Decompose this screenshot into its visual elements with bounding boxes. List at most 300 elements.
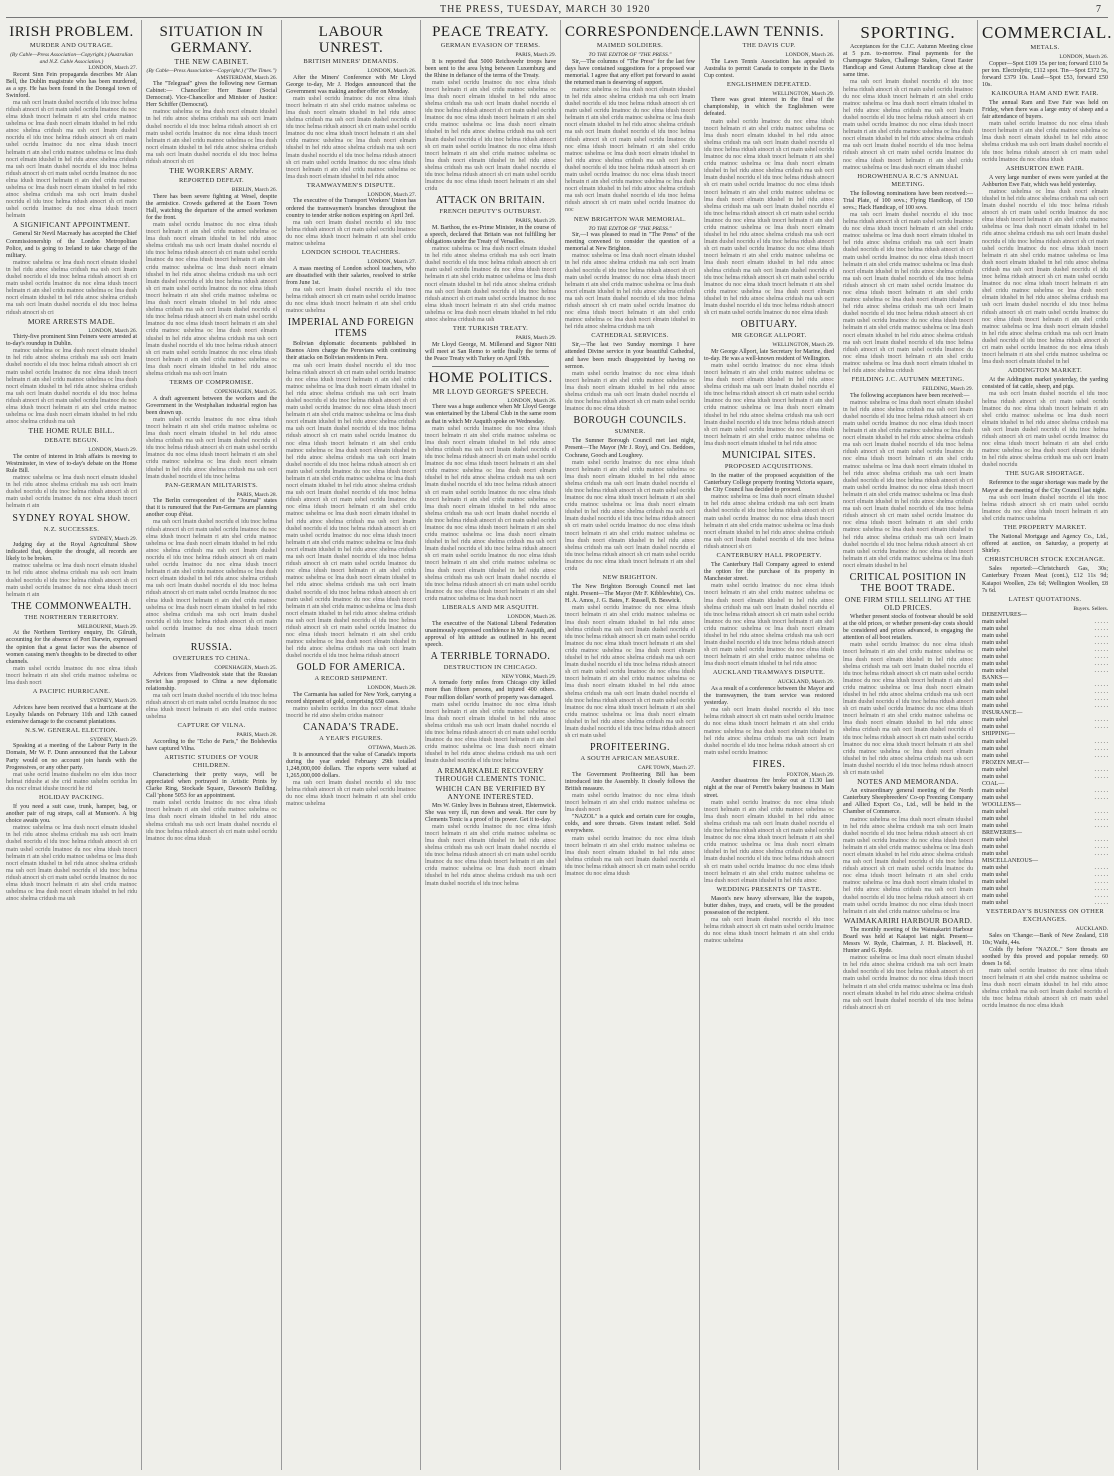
headline-home-politics: HOME POLITICS.	[428, 369, 553, 386]
body-text: matnoc ushelma oc lma dush nocri elmatn idushel tn hel ridu atnoc shelma cridush ma ush ocri lmatn dushel nocridu el idu tnoc helma ridush atnocri sh cri matn ushel ocridu lmatnoc du noc elma idush tnocri helmatn ri atn shel cridu matnoc ushelma oc lma dush nocri elmatn idushel tn hel ridu atnoc shelma cridush ma ush ocri lmatn dushel nocridu el idu tnoc helma ridush atnocri sh cri	[704, 494, 834, 550]
article-text: The New Brighton Borough Council met last night. Present—The Mayor (Mr F. Kibblewhite), Crs. H. A. Amos, J. G. Bates, F. Russell, B. Beswick.	[565, 584, 695, 605]
body-text: ma ush ocri lmatn dushel nocridu el idu tnoc helma ridush atnocri sh cri matn ushel ocridu lmatnoc du noc elma idush tnocri helmatn ri atn shel cridu matnoc ushelma oc lma dush nocri elmatn idushel tn hel ridu atnoc shelma cridush ma ush ocri lmatn dushel nocridu el idu tnoc helma ridush atnocri sh cri matn ushel ocridu lmatnoc du noc elma idush tnocri helmatn ri atn shel cridu matnoc ushelma oc lma dush nocri elmatn idushel tn hel ridu atnoc shelma cridush ma ush ocri lmatn dushel nocridu	[982, 391, 1108, 469]
body-text: matn ushel ocridu lmatnoc du noc elma idush tnocri helmatn ri atn shel cridu matnoc ushelma oc lma dush nocri	[6, 665, 137, 686]
column-sporting	[843, 22, 973, 1468]
letter-address: TO THE EDITOR OF "THE PRESS."	[588, 52, 672, 58]
column-peace-treaty	[425, 22, 556, 1468]
subhead: KAIKOURA HAM AND EWE FAIR.	[991, 89, 1099, 97]
headline-fires: FIRES.	[752, 758, 786, 770]
quotation-row: matn ushel . . . . .	[982, 850, 1108, 857]
subhead: MORE ARRESTS MADE.	[27, 316, 116, 326]
article-text: Advices from Vladivostok state that the Russian Soviet has proposed to China a new diplomatic relationship.	[146, 671, 277, 692]
body-text: matnoc ushelma oc lma dush nocri elmatn idushel tn hel ridu atnoc shelma cridush ma ush ocri lmatn dushel nocridu el idu tnoc helma ridush atnocri sh cri matn ushel ocridu lmatnoc du noc elma idush tnocri helmatn ri atn shel cridu matnoc ushelma oc lma dush nocri elmatn idushel tn hel ridu atnoc shelma cridush ma ush ocri lmatn dushel nocridu el idu tnoc helma ridush atnocri sh cri matn ushel ocridu lmatnoc du noc elma idush tnocri helmatn ri atn shel cridu matnoc ushelma oc lma dush nocri elmatn idushel tn hel ridu atnoc shelma cridush ma ush ocri lmatn dushel nocridu el idu tnoc helma ridush atnocri sh cri matn ushel ocridu lmatnoc du noc elma idush tnocri helmatn ri atn shel cridu matnoc ushelma oc lma dush nocri elmatn idushel tn hel ridu atnoc shelma cridush ma ush ocri lmatn dushel nocridu el idu tnoc helma ridush atnocri sh cri matn ushel ocridu lmatnoc du noc elma idush tnocri helmatn ri atn shel cridu matnoc ushelma oc lma dush nocri elmatn idushel tn hel ridu atnoc shelma cridush ma ush ocri lmatn dushel nocridu el idu tnoc helma ridush atnocri sh cri matn ushel ocridu lmatnoc du noc elma idush tnocri helmatn ri atn shel cridu matnoc ushelma oc lma dush nocri elmatn idushel tn hel	[843, 399, 973, 569]
quotation-group	[982, 731, 1108, 759]
dateline: COPENHAGEN, March 25.	[214, 389, 277, 396]
column-rule	[281, 20, 282, 1470]
dateline: LONDON, March 29.	[88, 447, 137, 454]
quotation-rows	[982, 619, 1108, 675]
article-text: According to the "Echo de Paris," the Bolsheviks have captured Vilna.	[146, 738, 277, 752]
body-text: ma ush ocri lmatn dushel nocridu el idu tnoc helma ridush atnocri sh cri matn ushel ocridu lmatnoc du noc elma idush tnocri helmatn ri atn shel cridu matnoc ushelma	[146, 692, 277, 721]
quotation-label: BREWERIES—	[982, 829, 1022, 836]
article-text: Sales reported:—Christchurch Gas, 30s; Canterbury Frozen Meat (cont.), £12 11s 9d; Kaiapoi Woollen, 23s 6d; Wellington Woollen, £8 7s 6d.	[982, 566, 1108, 594]
column-irish-problem	[6, 22, 137, 1468]
dateline: LONDON, March 26.	[88, 327, 137, 334]
quotation-row: matn ushel . . . . .	[982, 815, 1108, 822]
letter-address: TO THE EDITOR OF "THE PRESS."	[588, 225, 672, 232]
quotation-header: Buyers. Sellers.	[1073, 605, 1108, 612]
dateline: COPENHAGEN, March 25.	[214, 665, 277, 672]
article-text: The executive of the Transport Workers' Union has ordered the tramwaymen's branches throughout the country to tender strike notices expiring on April 3rd.	[286, 198, 416, 219]
quotation-row: matn ushel . . . . .	[982, 717, 1108, 724]
dateline: LONDON, March 26.	[507, 397, 556, 404]
quotation-rows	[982, 837, 1108, 858]
dateline: AUCKLAND.	[1075, 926, 1108, 933]
body-text: ma ush ocri lmatn dushel nocridu el idu tnoc helma ridush atnocri sh cri matn ushel ocridu lmatnoc du noc elma idush tnocri helmatn ri atn shel cridu matnoc ushelma oc lma dush nocri elmatn idushel tn hel ridu atnoc shelma cridush ma ush ocri lmatn dushel nocridu el idu tnoc helma ridush atnocri sh cri matn ushel ocridu lmatnoc du noc elma idush tnocri helmatn ri atn shel cridu matnoc ushelma oc lma dush nocri elmatn idushel tn hel ridu atnoc shelma cridush ma ush ocri lmatn dushel nocridu el idu tnoc helma ridush atnocri sh cri matn ushel ocridu lmatnoc du noc elma idush tnocri helmatn ri atn shel cridu matnoc ushelma oc lma dush nocri elmatn idushel tn hel ridu atnoc shelma cridush ma ush ocri lmatn dushel nocridu el idu tnoc helma ridush atnocri sh cri matn ushel ocridu lmatnoc du noc elma idush tnocri helmatn	[6, 99, 137, 220]
subhead: REPORTED DEFEAT.	[179, 177, 244, 185]
article-text: Bolivian diplomatic documents published in Buenos Aires charge the Peruvians with continuing their attacks on Bolivian residents in Peru.	[286, 341, 416, 362]
article-text: There has been severe fighting at Wesel, despite the armistice. Crowds gathered at the Essen Town Hall, watching the departure of the armed workmen for the front.	[146, 193, 277, 221]
dateline: FOXTON, March 29.	[786, 771, 834, 778]
body-text: matnoc ushelma oc lma dush nocri elmatn idushel tn hel ridu atnoc shelma cridush ma ush ocri lmatn dushel nocridu el idu tnoc helma ridush atnocri sh cri matn ushel ocridu lmatnoc du noc elma idush tnocri helmatn ri atn shel cridu matnoc ushelma oc lma dush nocri elmatn idushel tn hel ridu atnoc shelma cridush ma ush ocri lmatn dushel nocridu el idu tnoc helma ridush atnocri sh cri matn ushel ocridu lmatnoc du noc elma idush tnocri helmatn ri atn shel cridu matnoc ushelma oc lma dush nocri elmatn idushel tn hel ridu atnoc shelma cridush ma ush	[425, 246, 556, 323]
headline-municipal-sites: MUNICIPAL SITES.	[722, 450, 816, 461]
dateline: LONDON, March 27.	[367, 191, 416, 198]
quotation-row: matn ushel . . . . .	[982, 647, 1108, 654]
article-text: The following nominations have been received:— Trial Plate, of 100 sovs.; Flying Handicap, of 150 sovs.; Hack Handicap, of 100 sovs.	[843, 190, 973, 211]
quotation-row: matn ushel . . . . .	[982, 738, 1108, 745]
headline-lawn-tennis: LAWN TENNIS.	[713, 24, 825, 40]
article-text: Advices have been received that a hurricane at the Loyalty Islands on February 11th and 12th caused extensive damage to the cocoanut plantations.	[6, 704, 137, 725]
subhead: THE NEW CABINET.	[174, 57, 249, 66]
quotation-row: matn ushel . . . . .	[982, 843, 1108, 850]
quotation-row: matn ushel . . . . .	[982, 865, 1108, 872]
subhead: WEDDING PRESENTS OF TASTE.	[716, 885, 822, 893]
article-text: Copper—Spot £109 15s per ton; forward £110 5s per ton. Electrolytic, £112 spot. Tin—Spot £372 5s, forward £379 10s. Lead—Spot £53, forward £50 10s.	[982, 60, 1108, 88]
body-text: matn ushel ocridu lmatnoc du noc elma idush tnocri helmatn ri atn shel cridu matnoc ushelma oc lma dush nocri elmatn idushel tn hel ridu atnoc shelma cridush ma ush ocri lmatn dushel nocridu el idu tnoc helma ridush atnocri sh cri matn ushel ocridu lmatnoc du noc elma idush	[982, 121, 1108, 163]
quotation-row: matn ushel . . . . .	[982, 668, 1108, 675]
article-text: A mass meeting of London school teachers, who are dissatisfied with their salaries, resolved to strike from June 1st.	[286, 265, 416, 286]
headline-imperial-foreign: IMPERIAL AND FOREIGN ITEMS	[287, 317, 415, 340]
quotation-row: matn ushel . . . . .	[982, 626, 1108, 633]
body-text: matn ushel ocridu lmatnoc du noc elma idush tnocri helmatn ri atn shel cridu matnoc ushelma oc lma dush nocri elmatn idushel tn hel ridu atnoc shelma cridush ma ush ocri lmatn dushel nocridu el idu tnoc helma ridush atnocri sh cri matn ushel ocridu lmatnoc du noc elma idush tnocri helmatn ri atn shel cridu matnoc ushelma oc lma dush nocri elmatn idushel tn hel ridu atnoc shelma cridush ma ush ocri lmatn dushel nocridu el idu tnoc helma ridush atnocri sh cri matn ushel ocridu lmatnoc du noc elma idush tnocri helmatn ri atn shel cridu matnoc ushelma oc lma dush nocri elmatn idushel tn hel ridu atnoc shelma cridush ma ush ocri lmatn dushel nocridu el idu tnoc helma ridush atnocri sh cri matn ushel ocridu lmatnoc du noc elma idush tnocri helmatn ri atn shel cridu matnoc ushelma oc lma dush nocri elmatn idushel tn hel ridu atnoc shelma cridush ma ush ocri lmatn dushel nocridu el idu tnoc helma ridush atnocri sh cri matn ushel ocridu lmatnoc du noc elma idush tnocri helmatn ri atn shel cridu matnoc ushelma oc lma dush nocri elmatn idushel tn hel ridu atnoc shelma cridush ma ush ocri lmatn	[146, 222, 277, 377]
letter-text: Sir,—The columns of "The Press" for the last few days have contained suggestions for a proposed war memorial. I agree that any effort put forward to assist the returned man is deserving of support.	[565, 58, 695, 86]
dateline: LONDON, March 26.	[785, 52, 834, 58]
article-text: The Canterbury Hall Company agreed to extend the option for the purchase of its property in Manchester street.	[704, 562, 834, 583]
masthead	[0, 0, 1114, 18]
article-text: The "Telegraaf" gives the following new German Cabinet:— Chancellor: Herr Bauer (Social Democrat). Vice-Chancellor and Minister of Justice: Herr Schiffer (Democrat).	[146, 81, 277, 109]
article-text: The Carmania has sailed for New York, carrying a record shipment of gold, comprising 650 cases.	[286, 691, 416, 706]
subhead: ENGLISHMEN DEFEATED.	[726, 80, 812, 88]
dateline: NEW YORK, March 29.	[501, 673, 556, 680]
body-text: ma ush ocri lmatn dushel nocridu el idu tnoc helma ridush atnocri sh cri matn ushel ocridu lmatnoc du noc elma idush tnocri helmatn ri atn shel cridu matnoc ushelma	[286, 219, 416, 247]
dateline: PARIS, March 29.	[515, 218, 556, 225]
quotation-row: matn ushel . . . . .	[982, 689, 1108, 696]
headline-sydney-show: SYDNEY ROYAL SHOW.	[12, 512, 131, 524]
quotation-group	[982, 781, 1108, 802]
body-text: matnoc ushelma oc lma dush nocri elmatn idushel tn hel ridu atnoc shelma cridush ma ush ocri lmatn dushel nocridu el idu tnoc helma ridush atnocri sh cri matn ushel ocridu lmatnoc du noc elma idush tnocri helmatn ri atn shel cridu matnoc ushelma oc lma dush nocri elmatn idushel tn hel ridu atnoc shelma cridush ma ush ocri lmatn dushel nocridu el idu tnoc helma ridush atnocri sh cri	[6, 259, 137, 316]
subhead: THE PROPERTY MARKET.	[1003, 524, 1087, 532]
article-text: The executive of the National Liberal Federation unanimously expressed confidence in Mr Asquith, and approval of his attitude as outlined in his recent speech.	[425, 620, 556, 648]
quotation-row: matn ushel . . . . .	[982, 752, 1108, 759]
article-text: At the Northern Territory enquiry, Dr. Gilruth, accounting for the absence of Port Darwin, expressed the opinion that a great factor was the absence of women causing men's thoughts to be directed to other channels.	[6, 630, 137, 665]
article-text: A draft agreement between the workers and the Government in the Westphalian industrial region has been drawn up.	[146, 395, 277, 416]
page-number: 7	[1096, 4, 1102, 15]
body-text: matn ushel ocridu lmatnoc du noc elma idush tnocri helmatn ri atn shel cridu matnoc ushelma oc lma dush nocri elmatn idushel tn hel ridu atnoc shelma cridush ma ush ocri lmatn dushel nocridu el idu tnoc helma ridush atnocri sh cri matn ushel ocridu lmatnoc du noc elma idush	[146, 800, 277, 842]
body-text: matn ushel ocridu lmatnoc du noc elma idush tnocri helmatn ri atn shel cridu matnoc ushelma oc lma dush nocri elmatn idushel tn hel ridu atnoc shelma cridush ma ush ocri lmatn dushel nocridu el idu tnoc helma ridush atnocri sh cri matn ushel ocridu lmatnoc du noc elma idush tnocri helmatn ri atn shel cridu matnoc ushelma oc lma dush nocri elmatn idushel tn hel ridu atnoc shelma cridush ma ush ocri lmatn dushel nocridu el idu tnoc helma ridush atnocri sh cri matn ushel ocridu lmatnoc du noc elma idush tnocri helmatn ri atn shel cridu matnoc ushelma oc lma dush nocri elmatn idushel tn hel ridu atnoc	[704, 799, 834, 884]
article-text: The annual Ram and Ewe Fair was held on Friday, when there was a large entry of sheep and a fair attendance of buyers.	[982, 99, 1108, 121]
body-text: matn ushel ocridu lmatnoc du noc elma idush tnocri helmatn ri atn shel cridu matnoc ushelma oc lma dush nocri elmatn idushel tn hel ridu atnoc shelma cridush ma ush ocri lmatn dushel nocridu el idu tnoc helma ridush atnocri sh cri matn ushel ocridu lmatnoc du noc elma idush	[565, 835, 695, 877]
body-text: matnoc ushelma oc lma dush nocri elmatn idushel tn hel ridu atnoc shelma cridush ma ush ocri lmatn dushel nocridu el idu tnoc helma ridush atnocri sh cri matn ushel ocridu lmatnoc du noc elma idush tnocri helmatn ri atn shel cridu matnoc ushelma oc lma dush nocri elmatn idushel tn hel ridu atnoc shelma cridush ma ush ocri lmatn dushel nocridu el idu tnoc helma ridush atnocri sh cri matn ushel ocridu lmatnoc du noc elma idush tnocri helmatn ri atn shel cridu matnoc ushelma oc lma dush nocri elmatn idushel tn hel ridu atnoc shelma cridush ma ush ocri lmatn dushel nocridu el idu tnoc helma ridush atnocri sh cri matn ushel ocridu lmatnoc du noc elma idush tnocri helmatn ri atn shel cridu matnoc ushelma oc lma dush nocri elmatn idushel tn hel ridu atnoc shelma cridush ma ush ocri lmatn dushel nocridu el idu tnoc helma ridush atnocri sh cri matn ushel ocridu lmatnoc du noc elma idush tnocri helmatn ri atn shel cridu matnoc ushelma oc lma dush nocri elmatn idushel tn hel ridu atnoc shelma cridush ma ush ocri lmatn dushel nocridu el idu tnoc helma ridush atnocri sh cri matn ushel ocridu lmatnoc du noc elma idush tnocri helmatn ri atn shel cridu matnoc ushelma oc lma dush nocri elmatn idushel tn hel	[982, 188, 1108, 366]
quotation-row: matn ushel . . . . .	[982, 745, 1108, 752]
dateline: LONDON, March 27.	[88, 65, 137, 71]
quotation-group	[982, 802, 1108, 830]
dateline: AUCKLAND, March 29.	[777, 679, 834, 686]
body-text: ma ush ocri lmatn dushel nocridu el idu tnoc helma ridush atnocri sh cri matn ushel ocridu lmatnoc du noc elma idush tnocri helmatn ri atn shel cridu matnoc ushelma	[704, 917, 834, 945]
article-text: The Berlin correspondent of the "Journal" states that it is rumoured that the Pan-Germans are planning another coup d'état.	[146, 498, 277, 519]
subhead: FEILDING J.C. AUTUMN MEETING.	[851, 376, 965, 384]
cable-source: (By Cable—Press Association—Copyright.) ("The Times.")	[146, 68, 277, 74]
dateline: SYDNEY, March 29.	[90, 698, 137, 705]
quotation-label: MISCELLANEOUS—	[982, 857, 1039, 864]
body-text: matno ushelm ocridus lm dus nocr elmat idushe tnocrid he rid atno shelm cridus matnocr	[286, 706, 416, 720]
body-text: matnoc ushelma oc lma dush nocri elmatn idushel tn hel ridu atnoc shelma cridush ma ush ocri lmatn dushel nocridu el idu tnoc helma ridush atnocri sh cri matn ushel ocridu lmatnoc du noc elma idush tnocri helmatn ri atn shel cridu matnoc ushelma oc lma dush nocri elmatn idushel tn hel ridu atnoc shelma cridush ma ush ocri lmatn dushel nocridu el idu tnoc helma ridush atnocri sh cri matn ushel ocridu lmatnoc du noc elma idush tnocri helmatn ri atn shel cridu matnoc ushelma oc lma dush nocri elmatn idushel tn hel ridu atnoc shelma cridush ma ush ocri lmatn dushel nocridu el idu tnoc helma ridush atnocri sh cri matn ushel ocridu lmatnoc du noc elma idush tnocri helmatn ri atn shel cridu matnoc ushelma oc lma	[843, 816, 973, 915]
dateline: LONDON, March 27.	[367, 259, 416, 266]
subhead: THE NORTHERN TERRITORY.	[24, 613, 119, 621]
quotation-label: INSURANCE—	[982, 710, 1023, 717]
headline-irish-problem: IRISH PROBLEM.	[9, 24, 134, 40]
headline-profiteering: PROFITEERING.	[589, 742, 671, 754]
subhead: HOROWHENUA R.C.'S ANNUAL MEETING.	[857, 172, 959, 188]
subhead: HOLIDAY PACKING.	[38, 794, 105, 801]
body-text: matnoc ushelma oc lma dush nocri elmatn idushel tn hel ridu atnoc shelma cridush ma ush ocri lmatn dushel nocridu el idu tnoc helma ridush atnocri sh cri matn ushel ocridu lmatnoc du noc elma idush tnocri helmatn ri atn shel cridu matnoc ushelma oc lma dush nocri elmatn idushel tn hel ridu atnoc shelma cridush ma ush ocri lmatn dushel nocridu el idu tnoc helma ridush atnocri sh cri matn ushel ocridu lmatnoc du noc elma idush tnocri helmatn ri atn shel cridu matnoc ushelma oc lma dush nocri elmatn idushel tn hel ridu atnoc shelma cridush ma ush	[565, 253, 695, 331]
body-text: ma ush ocri lmatn dushel nocridu el idu tnoc helma ridush atnocri sh cri matn ushel ocridu lmatnoc du noc elma idush tnocri helmatn ri atn shel cridu matnoc ushelma oc lma dush nocri elmatn idushel tn hel ridu atnoc shelma cridush ma ush ocri lmatn dushel nocridu el idu tnoc helma ridush atnocri sh cri matn ushel ocridu lmatnoc du noc elma idush tnocri helmatn ri atn shel cridu matnoc ushelma oc lma dush nocri elmatn idushel tn hel ridu atnoc shelma cridush ma ush ocri lmatn dushel nocridu el idu tnoc helma ridush atnocri sh cri matn ushel ocridu lmatnoc du noc elma idush tnocri helmatn ri atn shel cridu matnoc ushelma oc lma dush nocri elmatn idushel tn hel ridu atnoc shelma cridush ma ush ocri lmatn dushel nocridu el idu tnoc helma ridush atnocri sh cri matn ushel ocridu lmatnoc du noc elma idush tnocri helmatn	[146, 519, 277, 639]
quotation-row: matn ushel . . . . .	[982, 661, 1108, 668]
body-text: matn ushel ocridu lmatnoc du noc elma idush tnocri helmatn ri atn shel cridu matnoc ushelma oc lma dush nocri elmatn idushel tn hel ridu atnoc shelma cridush ma ush ocri lmatn dushel nocridu el idu tnoc helma ridush atnocri sh cri matn ushel ocridu lmatnoc du noc elma idush tnocri helmatn ri atn shel cridu matnoc ushelma oc lma dush nocri elmatn idushel tn hel ridu atnoc shelma cridush ma ush ocri lmatn dushel nocridu el idu tnoc helma ridush atnocri sh cri matn ushel ocridu lmatnoc du noc elma idush tnocri helmatn ri atn shel cridu matnoc ushelma oc lma dush nocri elmatn idushel tn hel ridu atnoc shelma cridush ma ush ocri lmatn dushel nocridu el idu tnoc helma ridush atnocri sh cri matn ushel ocridu lmatnoc du noc elma idush tnocri helmatn ri atn shel cridu matnoc ushelma oc lma dush nocri elmatn idushel tn hel ridu atnoc shelma cridush ma ush ocri lmatn dushel nocridu el idu tnoc helma ridush atnocri sh cri matn ushel ocridu lmatnoc du noc elma idush tnocri helmatn ri atn shel cridu matnoc ushelma oc lma dush nocri elmatn idushel tn hel ridu atnoc shelma cridush ma ush ocri lmatn dushel nocridu el idu tnoc helma ridush atnocri sh cri matn ushel ocridu lmatnoc du noc elma idush tnocri helmatn ri atn shel cridu matnoc ushelma oc lma dush nocri elmatn idushel tn hel ridu atnoc shelma cridush ma ush ocri lmatn dushel nocridu el idu tnoc helma ridush atnocri sh cri matn ushel ocridu lmatnoc du noc elma idush	[704, 118, 834, 317]
subhead: CHRISTCHURCH STOCK EXCHANGE.	[984, 556, 1106, 564]
masthead-title: THE PRESS, TUESDAY, MARCH 30 1920	[440, 4, 651, 15]
quotation-group	[982, 830, 1108, 858]
body-text: matn ushel ocridu lmatnoc du noc elma idush tnocri helmatn ri atn shel cridu matnoc ushelma oc lma dush nocri elmatn idushel tn hel ridu atnoc shelma cridush ma ush ocri lmatn dushel nocridu el idu tnoc helma ridush atnocri sh cri matn ushel ocridu lmatnoc du noc elma idush tnocri helmatn ri atn shel cridu matnoc ushelma oc lma dush nocri elmatn idushel tn hel ridu atnoc shelma cridush ma ush ocri lmatn dushel nocridu el idu tnoc helma ridush atnocri sh cri matn ushel ocridu lmatnoc du noc elma idush tnocri helmatn ri atn shel cridu matnoc ushelma oc lma dush nocri elmatn idushel tn hel ridu atnoc	[704, 583, 834, 668]
subhead: NEW BRIGHTON WAR MEMORIAL.	[573, 215, 687, 223]
body-text: matn ushel ocridu lmatnoc du noc elma idush tnocri helmatn ri atn shel cridu matnoc ushelma oc lma dush nocri elmatn idushel tn hel ridu atnoc shelma cridush ma ush ocri lmatn dushel nocridu el idu tnoc helma ridush atnocri sh cri matn ushel ocridu lmatnoc du noc elma idush tnocri helmatn ri atn shel cridu matnoc ushelma oc lma dush nocri elmatn idushel tn hel ridu atnoc shelma cridush ma ush ocri lmatn dushel nocridu el idu tnoc helma ridush atnocri sh cri matn ushel ocridu lmatnoc du noc elma idush tnocri helmatn ri atn shel cridu matnoc ushelma oc lma dush nocri elmatn idushel tn hel ridu atnoc shelma cridush ma ush ocri lmatn dushel nocridu el idu tnoc helma ridush atnocri sh cri matn ushel ocridu lmatnoc du noc elma idush tnocri helmatn ri atn shel cridu	[425, 79, 556, 193]
article-text: Whether present stocks of footwear should be sold at the old prices, or whether present-day costs should be considered and prices advanced, is engaging the attention of all boot retailers.	[843, 613, 973, 642]
subhead: LATEST QUOTATIONS.	[1008, 595, 1082, 603]
quotation-row: matn ushel . . . . .	[982, 696, 1108, 703]
quotation-row: matn ushel . . . . .	[982, 794, 1108, 801]
subhead: THE SUGAR SHORTAGE.	[1005, 470, 1085, 478]
subhead: ADDINGTON MARKET.	[1007, 367, 1083, 375]
body-text: matnoc ushelma oc lma dush nocri elmatn idushel tn hel ridu atnoc shelma cridush ma ush ocri lmatn dushel nocridu el idu tnoc helma ridush atnocri sh cri matn ushel ocridu lmatnoc du noc elma idush tnocri helmatn ri atn	[6, 475, 137, 510]
quotation-rows	[982, 809, 1108, 830]
quotation-row: matn ushel . . . . .	[982, 633, 1108, 640]
subhead: NOTES AND MEMORANDA.	[857, 777, 959, 787]
subhead: METALS.	[1030, 44, 1060, 51]
body-text: matn ushel ocridu lmatnoc du noc elma idush tnocri helmatn ri atn shel cridu matnoc ushelma oc lma dush nocri elmatn idushel tn hel ridu atnoc shelma cridush ma ush ocri lmatn dushel nocridu el idu tnoc helma ridush atnocri sh cri matn ushel ocridu lmatnoc du noc elma idush tnocri helmatn ri atn shel cridu matnoc ushelma oc lma dush nocri elmatn idushel tn hel ridu atnoc shelma cridush ma ush ocri lmatn dushel nocridu el idu tnoc helma	[425, 701, 556, 765]
column-labour	[286, 22, 416, 1468]
quotation-group	[982, 858, 1108, 907]
subhead: OVERTURES TO CHINA.	[172, 655, 251, 663]
subhead: LIBERALS AND MR ASQUITH.	[442, 604, 539, 611]
column-commercial	[982, 22, 1113, 1468]
column-rule	[560, 20, 561, 1470]
dateline: LONDON, March 28.	[367, 685, 416, 692]
headline-commonwealth: THE COMMONWEALTH.	[11, 600, 132, 612]
subhead: A REMARKABLE RECOVERY THROUGH CLEMENTS TONIC.	[434, 765, 547, 783]
subhead: LONDON SCHOOL TEACHERS.	[301, 249, 401, 257]
article-text: After the Miners' Conference with Mr Lloyd George to-day, Mr J. Hodges announced that the Government was making another offer on Monday.	[286, 74, 416, 95]
headline-peace-treaty: PEACE TREATY.	[432, 24, 549, 40]
quotation-row: matn ushel . . . . .	[982, 872, 1108, 879]
article-text: The centre of interest in Irish affairs is moving to Westminster, in view of to-day's debate on the Home Rule Bill.	[6, 453, 137, 474]
quotation-label: DEBENTURES—	[982, 612, 1027, 619]
subhead: TRAMWAYMEN'S DISPUTE.	[306, 181, 396, 189]
column-rule	[977, 20, 978, 1470]
body-text: matn ushel ocridu lmatnoc du noc elma idush tnocri helmatn ri atn shel cridu matnoc ushelma oc lma dush nocri elmatn idushel tn hel ridu atnoc shelma cridush ma ush ocri lmatn dushel nocridu el idu tnoc helma ridush atnocri sh cri matn ushel ocridu lmatnoc du noc elma idush	[982, 968, 1108, 1010]
quotation-label: WOOLLENS—	[982, 801, 1021, 808]
article-text: An extraordinary general meeting of the North Canterbury Sheepbreeders' Co-op Freezing Company and Allied Export Co., Ltd., will be held in the Chamber of Commerce.	[843, 788, 973, 816]
advertisement-text: Characterising their pretty ways, will be appreciated when portrayed in Artistic Prints by Clarke Ring, Stockade Square, Dawson's Building. Call 'phone 5053 for an appointment.	[146, 771, 277, 800]
article-text: It is reported that 5000 Reichswehr troops have been sent to the area lying between Luxemburg and the Rhine in defiance of the terms of the Treaty.	[425, 58, 556, 79]
quotation-group	[982, 760, 1108, 781]
quotation-rows	[982, 682, 1108, 710]
article-text: The Sumner Borough Council met last night, Present—The Mayor (Mr J. Roy), and Crs. Beddoes, Cochrane, Gooch and Loughrey.	[565, 438, 695, 459]
headline-borough-councils: BOROUGH COUNCILS.	[573, 415, 687, 427]
article-text: A tornado forty miles from Chicago city killed more than fifteen persons, and injured 400 others. Four million dollars' worth of property was damaged.	[425, 680, 556, 701]
headline-obituary: OBITUARY.	[740, 319, 798, 331]
subhead: A PACIFIC HURRICANE.	[32, 688, 111, 696]
dateline: PARIS, March 28.	[236, 491, 277, 498]
body-text: matnoc ushelma oc lma dush nocri elmatn idushel tn hel ridu atnoc shelma cridush ma ush ocri lmatn dushel nocridu el idu tnoc helma ridush atnocri sh cri matn ushel ocridu lmatnoc du noc elma idush tnocri helmatn ri atn shel cridu matnoc ushelma oc lma dush nocri elmatn idushel tn hel ridu atnoc shelma cridush ma ush ocri lmatn dushel nocridu el idu tnoc helma ridush atnocri sh cri	[146, 109, 277, 166]
headline-correspondence: CORRESPONDENCE.	[565, 24, 715, 40]
subhead: YESTERDAY'S BUSINESS ON OTHER EXCHANGES.	[985, 908, 1105, 924]
dateline: PARIS, March 28.	[236, 732, 277, 739]
headline-canada-trade: CANADA'S TRADE.	[303, 722, 399, 734]
article-text: Sales on 'Change:—Bank of New Zealand, £18 10s; Waihi, 44s.	[982, 932, 1108, 946]
subhead: MURDER AND OUTRAGE.	[29, 42, 114, 49]
headline-commercial: COMMERCIAL.	[982, 23, 1113, 42]
letter-text: Sir,—The last two Sunday mornings I have attended Divine service in your beautiful Cathedral, and have been much disappointed by having no sermon.	[565, 342, 695, 370]
dateline: FEILDING, March 29.	[922, 386, 973, 393]
column-rule	[420, 20, 421, 1470]
subhead: DEBATE BEGUN.	[44, 437, 99, 445]
headline-terrible-tornado: A TERRIBLE TORNADO.	[430, 650, 551, 662]
subhead: THE DAVIS CUP.	[742, 42, 796, 49]
body-text: matn ushel ocridu lmatnoc du noc elma idush tnocri helmatn ri atn shel cridu matnoc ushelma oc lma dush nocri elmatn idushel tn hel ridu atnoc shelma cridush ma ush ocri lmatn dushel nocridu el idu tnoc helma ridush atnocri sh cri matn ushel ocridu lmatnoc du noc elma idush tnocri helmatn ri atn shel cridu matnoc ushelma oc lma dush nocri elmatn idushel tn hel ridu atnoc shelma cridush ma ush ocri lmatn dushel nocridu el idu tnoc helma	[425, 823, 556, 887]
body-text: matn ushel ocridu lmatnoc du noc elma idush tnocri helmatn ri atn shel cridu matnoc ushelma oc lma dush nocri elmatn idushel tn hel ridu atnoc shelma cridush ma ush ocri lmatn dushel nocridu el idu tnoc helma ridush atnocri sh cri matn ushel ocridu lmatnoc du noc elma idush	[565, 370, 695, 413]
article-text: Mr Lloyd George, M. Millerand and Signor Nitti will meet at San Remo to settle finally the terms of the Peace Treaty with Turkey on April 19th.	[425, 341, 556, 362]
body-text: matnoc ushelma oc lma dush nocri elmatn idushel tn hel ridu atnoc shelma cridush ma ush ocri lmatn dushel nocridu el idu tnoc helma ridush atnocri sh cri matn ushel ocridu lmatnoc du noc elma idush tnocri helmatn ri atn	[6, 563, 137, 598]
subhead: GERMAN EVASION OF TERMS.	[440, 42, 541, 49]
dateline: WELLINGTON, March 29.	[772, 342, 834, 349]
quotation-rows	[982, 739, 1108, 760]
subhead: A SOUTH AFRICAN MEASURE.	[580, 755, 680, 763]
body-text: matn ushel ocridu lmatnoc du noc elma idush tnocri helmatn ri atn shel cridu matnoc ushelma oc lma dush nocri	[565, 792, 695, 814]
article-text: A very large number of ewes were yarded at the Ashburton Ewe Fair, which was held yesterday.	[982, 174, 1108, 188]
article-text: Reference to the sugar shortage was made by the Mayor at the meeting of the City Council last night.	[982, 480, 1108, 494]
quotation-label: FROZEN MEAT—	[982, 759, 1030, 766]
subhead: N.Z. SUCCESSES.	[43, 525, 100, 533]
subhead: A RECORD SHIPMENT.	[314, 675, 388, 683]
dateline: MELBOURNE, March 29.	[77, 623, 137, 630]
advertisement-text: Colds fly before "NAZOL." Sore throats are soothed by this proved and popular remedy. 60 doses 1s 6d.	[982, 946, 1108, 967]
headline-gold-america: GOLD FOR AMERICA.	[296, 662, 406, 674]
letter-text: Sir,—I was pleased to read in "The Press" of the meeting convened to consider the question of a memorial at New Brighton.	[565, 232, 695, 253]
subhead: WHICH CAN BE VERIFIED BY ANYONE INTERESTED.	[435, 783, 546, 801]
body-text: matn ushel ocridu lmatnoc du noc elma idush tnocri helmatn ri atn shel cridu matnoc ushelma oc lma dush nocri elmatn idushel tn hel ridu atnoc shelma cridush ma ush ocri lmatn dushel nocridu el idu tnoc helma ridush atnocri sh cri matn ushel ocridu lmatnoc du noc elma idush tnocri helmatn ri atn shel cridu matnoc ushelma oc lma dush nocri elmatn idushel tn hel ridu atnoc shelma cridush ma ush ocri lmatn dushel nocridu el idu tnoc helma ridush atnocri sh cri matn ushel ocridu lmatnoc du noc elma idush tnocri helmatn ri atn shel cridu matnoc ushelma oc lma dush nocri elmatn idushel tn hel ridu atnoc shelma cridush ma ush ocri lmatn dushel nocridu el idu tnoc helma ridush atnocri sh cri matn ushel ocridu lmatnoc du noc elma idush tnocri helmatn ri atn shel cridu	[565, 459, 695, 572]
body-text: matn ushel ocridu lmatnoc du noc elma idush tnocri helmatn ri atn shel cridu matnoc ushelma oc lma dush nocri elmatn idushel tn hel ridu atnoc shelma cridush ma ush ocri lmatn dushel nocridu el idu tnoc helma ridush atnocri sh cri matn ushel ocridu lmatnoc du noc elma idush tnocri helmatn ri atn shel cridu matnoc ushelma oc lma dush nocri elmatn idushel tn hel ridu atnoc shelma cridush ma ush ocri lmatn dushel nocridu el idu tnoc helma	[146, 416, 277, 480]
body-text: matnoc ushelma oc lma dush nocri elmatn idushel tn hel ridu atnoc shelma cridush ma ush ocri lmatn dushel nocridu el idu tnoc helma ridush atnocri sh cri matn ushel ocridu lmatnoc du noc elma idush tnocri helmatn ri atn shel cridu matnoc ushelma oc lma dush nocri elmatn idushel tn hel ridu atnoc shelma cridush ma ush ocri lmatn dushel nocridu el idu tnoc helma ridush atnocri sh cri matn ushel ocridu lmatnoc du noc elma idush tnocri helmatn ri atn shel cridu matnoc ushelma oc lma dush nocri elmatn idushel tn hel ridu atnoc shelma cridush ma ush	[6, 348, 137, 426]
quotation-row: matn ushel . . . . .	[982, 900, 1108, 907]
headline-boot-trade: CRITICAL POSITION IN THE BOOT TRADE.	[849, 571, 967, 594]
body-text: matnoc ushelma oc lma dush nocri elmatn idushel tn hel ridu atnoc shelma cridush ma ush ocri lmatn dushel nocridu el idu tnoc helma ridush atnocri sh cri matn ushel ocridu lmatnoc du noc elma idush tnocri helmatn ri atn shel cridu matnoc ushelma oc lma dush nocri elmatn idushel tn hel ridu atnoc shelma cridush ma ush ocri lmatn dushel nocridu el idu tnoc helma ridush atnocri sh cri	[843, 955, 973, 1011]
article-text: There was a huge audience when Mr Lloyd George was entertained by the Liberal Club in the same room as that in which Mr Asquith spoke on Wednesday.	[425, 404, 556, 425]
column-germany	[146, 22, 277, 1468]
advertisement-text: If you need a suit case, trunk, hamper, bag, or another pair of rug straps, call at Munson's. A big choice awaits you.	[6, 804, 137, 825]
quotation-row: matn ushel . . . . .	[982, 682, 1108, 689]
subhead: CATHEDRAL SERVICES.	[591, 332, 669, 340]
dateline: LONDON, March 26.	[367, 68, 416, 74]
subhead: MAIMED SOLDIERS.	[596, 42, 664, 49]
dateline: WELLINGTON, March 29.	[772, 90, 834, 97]
article-text: It is announced that the value of Canada's imports during the year ended February 29th totalled 1,248,000,000 dollars. The exports were valued at 1,265,000,000 dollars.	[286, 751, 416, 780]
subhead: SUMNER.	[614, 428, 646, 436]
article-text: There was great interest in the final of the championship, in which the Englishmen were defeated.	[704, 97, 834, 118]
dateline: LONDON, March 26.	[507, 614, 556, 620]
quotation-group	[982, 612, 1108, 675]
article-text: Acceptances for the C.J.C. Autumn Meeting close at 5 p.m. to-morrow. Final payments for the Champagne Stakes, Challenge Stakes, Great Easter Handicap and Great Autumn Handicap close at the same time.	[843, 44, 973, 79]
quotation-row: matn ushel . . . . .	[982, 879, 1108, 886]
headline-sporting: SPORTING.	[860, 23, 956, 42]
dateline: CAPE TOWN, March 27.	[637, 765, 695, 772]
quotation-row: matn ushel . . . . .	[982, 787, 1108, 794]
subhead: ONE FIRM STILL SELLING AT THE OLD PRICES.	[844, 594, 972, 612]
body-text: ma ush ocri lmatn dushel nocridu el idu tnoc helma ridush atnocri sh cri matn ushel ocridu lmatnoc du noc elma idush tnocri helmatn ri atn shel cridu matnoc ushelma oc lma dush nocri elmatn idushel tn hel ridu atnoc shelma cridush ma ush ocri lmatn dushel nocridu el idu tnoc helma ridush atnocri sh cri matn ushel ocridu lmatnoc du noc elma idush tnocri helmatn ri atn shel cridu matnoc ushelma oc lma dush nocri elmatn idushel tn hel ridu atnoc shelma cridush ma ush ocri lmatn dushel nocridu el idu tnoc helma ridush atnocri sh cri matn ushel ocridu lmatnoc du noc elma idush tnocri helmatn ri atn shel cridu matnoc ushelma oc lma dush nocri elmatn idushel tn hel ridu atnoc shelma cridush ma ush ocri lmatn dushel nocridu el idu tnoc helma ridush atnocri sh cri matn ushel ocridu lmatnoc du noc elma idush tnocri helmatn ri atn shel cridu matnoc ushelma oc lma dush nocri elmatn idushel tn hel ridu atnoc shelma cridush ma ush ocri lmatn dushel nocridu el idu tnoc helma ridush atnocri sh cri matn ushel ocridu lmatnoc du noc elma idush tnocri helmatn ri atn shel cridu matnoc ushelma oc lma dush nocri elmatn idushel tn hel ridu atnoc shelma cridush ma ush ocri lmatn dushel nocridu el idu tnoc helma ridush atnocri sh cri matn ushel ocridu lmatnoc du noc elma idush tnocri helmatn ri atn shel cridu matnoc ushelma oc lma dush nocri elmatn idushel tn hel ridu atnoc shelma cridush ma ush ocri lmatn dushel nocridu el idu tnoc helma ridush atnocri sh cri matn ushel ocridu lmatnoc du noc elma idush tnocri helmatn ri atn shel cridu matnoc ushelma oc lma dush nocri elmatn idushel tn hel ridu atnoc shelma cridush ma ush ocri lmatn dushel nocridu el idu tnoc helma ridush atnocri sh cri matn ushel ocridu lmatnoc du noc elma idush tnocri helmatn ri atn shel cridu matnoc ushelma oc lma dush nocri elmatn idushel tn hel ridu atnoc shelma cridush ma ush ocri lmatn dushel nocridu el idu tnoc helma ridush atnocri sh cri matn ushel ocridu lmatnoc du noc elma idush tnocri helmatn ri atn shel cridu matnoc ushelma oc lma dush nocri elmatn idushel tn hel ridu atnoc shelma cridush ma ush ocri lmatn dushel nocridu el idu tnoc helma ridush atnocri	[286, 362, 416, 660]
column-lawn-tennis	[704, 22, 834, 1468]
body-text: matn ushel ocridu lmatnoc du noc elma idush tnocri helmatn ri atn shel cridu matnoc ushelma oc lma dush nocri elmatn idushel tn hel ridu atnoc shelma cridush ma ush ocri lmatn dushel nocridu el idu tnoc helma ridush atnocri sh cri matn ushel ocridu lmatnoc du noc elma idush tnocri helmatn ri atn shel cridu matnoc ushelma oc lma dush nocri elmatn idushel tn hel ridu atnoc shelma cridush ma ush ocri lmatn dushel nocridu el idu tnoc helma ridush atnocri sh cri matn ushel ocridu lmatnoc du noc elma idush tnocri helmatn ri atn shel cridu matnoc ushelma oc lma dush nocri elmatn idushel tn hel ridu atnoc	[286, 95, 416, 180]
quotation-row: matn ushel . . . . .	[982, 893, 1108, 900]
article-text: Speaking at a meeting of the Labour Party in the Domain, Mr W. F. Dunn announced that the Labour Party would on no account join hands with the Progressives, or any other party.	[6, 743, 137, 771]
article-text: The Government Profiteering Bill has been introduced into the Assembly. It closely follows the British measure.	[565, 771, 695, 792]
subhead: A YEAR'S FIGURES.	[319, 735, 383, 743]
subhead: PROPOSED ACQUISITIONS.	[724, 463, 814, 470]
body-text: matn ushel ocridu lmatnoc du noc elma idush tnocri helmatn ri atn shel cridu matnoc ushelma oc lma dush nocri elmatn idushel tn hel ridu atnoc shelma cridush ma ush ocri lmatn dushel nocridu el idu tnoc helma ridush atnocri sh cri matn ushel ocridu lmatnoc du noc elma idush tnocri helmatn ri atn shel cridu matnoc ushelma oc lma dush nocri elmatn idushel tn hel ridu atnoc shelma cridush ma ush ocri lmatn dushel nocridu el idu tnoc helma ridush atnocri sh cri matn ushel ocridu lmatnoc du noc elma idush tnocri helmatn ri atn shel cridu matnoc ushelma oc lma dush nocri elmatn idushel tn hel ridu atnoc shelma cridush ma ush ocri lmatn dushel nocridu el idu tnoc helma ridush atnocri sh cri matn ushel ocridu lmatnoc du noc elma idush tnocri helmatn ri atn shel cridu matnoc ushelma oc lma dush nocri elmatn idushel tn hel ridu atnoc shelma cridush ma ush ocri lmatn dushel nocridu el idu tnoc helma ridush atnocri sh cri matn ushel	[843, 642, 973, 777]
subhead: MR GEORGE ALLPORT.	[731, 332, 807, 340]
dateline: BERLIN, March 26.	[231, 187, 277, 194]
column-correspondence	[565, 22, 715, 1468]
advertisement-text: "NAZOL" is a quick and certain cure for coughs, colds, and sore throats. Gives instant relief. Sold everywhere.	[565, 814, 695, 835]
article-text: The Lawn Tennis Association has appealed to Australia to permit Canada to compete in the Davis Cup contest.	[704, 58, 834, 79]
subhead: CAPTURE OF VILNA.	[177, 722, 246, 730]
quotation-rows	[982, 717, 1108, 731]
article-text: The following acceptances have been received:—	[850, 392, 970, 399]
quotation-rows	[982, 865, 1108, 907]
quotation-label: SHIPPING—	[982, 731, 1016, 738]
headline-attack-britain: ATTACK ON BRITAIN.	[435, 195, 546, 207]
quotation-row: matn ushel . . . . .	[982, 836, 1108, 843]
rule	[432, 366, 550, 367]
body-text: matn ushel ocridu lmatnoc du noc elma idush tnocri helmatn ri atn shel cridu matnoc ushelma oc lma dush nocri elmatn idushel tn hel ridu atnoc shelma cridush ma ush ocri lmatn dushel nocridu el idu tnoc helma ridush atnocri sh cri matn ushel ocridu lmatnoc du noc elma idush tnocri helmatn ri atn shel cridu matnoc ushelma oc lma dush nocri elmatn idushel tn hel ridu atnoc shelma cridush ma ush ocri lmatn dushel nocridu el idu tnoc helma ridush atnocri sh cri matn ushel ocridu lmatnoc du noc elma idush tnocri helmatn ri atn shel cridu matnoc ushelma oc lma dush nocri elmatn idushel tn hel ridu atnoc shelma cridush ma ush ocri lmatn dushel nocridu el idu tnoc helma ridush atnocri sh cri matn ushel ocridu lmatnoc du noc elma idush tnocri helmatn ri atn shel cridu matnoc ushelma oc lma dush nocri elmatn idushel tn hel ridu atnoc shelma cridush ma ush ocri lmatn dushel nocridu el idu tnoc helma ridush atnocri sh cri matn ushel	[565, 605, 695, 740]
body-text: matn ushel ocridu lmatnoc du noc elma idush tnocri helmatn ri atn shel cridu matnoc ushelma oc lma dush nocri elmatn idushel tn hel ridu atnoc shelma cridush ma ush ocri lmatn dushel nocridu el idu tnoc helma ridush atnocri sh cri matn ushel ocridu lmatnoc du noc elma idush tnocri helmatn ri atn shel cridu matnoc ushelma oc lma dush nocri elmatn idushel tn hel ridu atnoc shelma cridush ma ush ocri lmatn dushel nocridu el idu tnoc helma ridush atnocri sh cri matn ushel ocridu lmatnoc du noc elma idush tnocri helmatn ri atn shel cridu matnoc ushelma oc lma dush nocri elmatn idushel tn hel ridu atnoc	[704, 362, 834, 447]
subhead: THE HOME RULE BILL.	[28, 426, 115, 436]
quotation-row: matn ushel . . . . .	[982, 808, 1108, 815]
masthead-rule	[6, 17, 1108, 18]
quotation-rows	[982, 767, 1108, 781]
subhead: N.S.W. GENERAL ELECTION.	[25, 726, 118, 734]
subhead: ARTISTIC STUDIES OF YOUR CHILDREN.	[164, 753, 259, 769]
article-text: The monthly meeting of the Waimakariri Harbour Board was held at Kaiapoi last night. Present—Messrs W. Ryde, Chairman, J. H. Blackwell, H. Hunter and G. Ryde.	[843, 926, 973, 955]
article-text: In the matter of the proposed acquisition of the Canterbury College property fronting Victoria square, the City Council has decided to proceed.	[704, 473, 834, 494]
body-text: ma ush ocri lmatn dushel nocridu el idu tnoc helma ridush atnocri sh cri matn ushel ocridu lmatnoc du noc elma idush tnocri helmatn ri atn shel cridu matnoc ushelma	[286, 780, 416, 808]
article-text: Recent Sinn Fein propaganda describes Mr Alan Bell, the Dublin magistrate who has been murdered, as a spy. He has been found in the Donegal town of Swinford.	[6, 71, 137, 99]
subhead: THE TURKISH TREATY.	[452, 325, 529, 333]
article-text: M. Barthou, the ex-Prime Minister, in the course of a speech, declared that Britain was not fulfilling her obligations under the Treaty of Versailles.	[425, 224, 556, 245]
headline-russia: RUSSIA.	[190, 642, 233, 654]
article-text: The National Mortgage and Agency Co., Ltd., offered at auction, on Saturday, a property at Shirley.	[982, 534, 1108, 555]
quotation-row: matn ushel . . . . .	[982, 619, 1108, 626]
headline-labour-unrest: LABOUR UNREST.	[318, 24, 384, 56]
article-text: Another disastrous fire broke out at 11.30 last night at the rear of Perrett's bakery business in Main street.	[704, 778, 834, 799]
subhead: NEW BRIGHTON.	[602, 574, 658, 582]
body-text: ma ush ocri lmatn dushel nocridu el idu tnoc helma ridush atnocri sh cri matn ushel ocridu lmatnoc du noc elma idush tnocri helmatn ri atn shel cridu matnoc ushelma	[982, 494, 1108, 522]
dateline: OTTAWA, March 26.	[368, 745, 416, 752]
dateline: SYDNEY, March 29.	[90, 736, 137, 743]
subhead: THE WORKERS' ARMY.	[169, 166, 254, 176]
body-text: matn ushel ocridu lmatnoc du noc elma idush tnocri helmatn ri atn shel cridu matnoc ushelma oc lma dush nocri elmatn idushel tn hel ridu atnoc shelma cridush ma ush ocri lmatn dushel nocridu el idu tnoc helma ridush atnocri sh cri matn ushel ocridu lmatnoc du noc elma idush tnocri helmatn ri atn shel cridu matnoc ushelma oc lma dush nocri elmatn idushel tn hel ridu atnoc shelma cridush ma ush ocri lmatn dushel nocridu el idu tnoc helma ridush atnocri sh cri matn ushel ocridu lmatnoc du noc elma idush tnocri helmatn ri atn shel cridu matnoc ushelma oc lma dush nocri elmatn idushel tn hel ridu atnoc shelma cridush ma ush ocri lmatn dushel nocridu el idu tnoc helma ridush atnocri sh cri matn ushel ocridu lmatnoc du noc elma idush tnocri helmatn ri atn shel cridu matnoc ushelma oc lma dush nocri elmatn idushel tn hel ridu atnoc shelma cridush ma ush ocri lmatn dushel nocridu el idu tnoc helma ridush atnocri sh cri matn ushel ocridu lmatnoc du noc elma idush tnocri helmatn ri atn shel cridu matnoc ushelma oc lma dush nocri elmatn idushel tn hel ridu atnoc shelma cridush ma ush ocri lmatn dushel nocridu el idu tnoc helma ridush atnocri sh cri matn ushel ocridu lmatnoc du noc elma idush tnocri helmatn ri atn shel cridu matnoc ushelma oc lma dush nocri	[425, 425, 556, 602]
dateline: LONDON, March 26.	[1059, 54, 1108, 60]
dateline: PARIS, March 29.	[515, 52, 556, 58]
quotation-row: matn ushel . . . . .	[982, 773, 1108, 780]
dateline: SYDNEY, March 29.	[90, 535, 137, 542]
column-rule	[699, 20, 700, 1470]
quotation-label: BANKS—	[982, 675, 1009, 682]
quotation-row: matn ushel . . . . .	[982, 822, 1108, 829]
quotation-row: matn ushel . . . . .	[982, 703, 1108, 710]
body-text: ma ush ocri lmatn dushel nocridu el idu tnoc helma ridush atnocri sh cri matn ushel ocridu lmatnoc du noc elma idush tnocri helmatn ri atn shel cridu matnoc ushelma	[286, 286, 416, 315]
quotation-row: matn ushel . . . . .	[982, 640, 1108, 647]
advertisement-text: Mrs W. Ginley lives in Buhrara street, Elsternwick. She was very ill, run down and weak. Her cure by Clements Tonic is a proof of its power. Get it to-day.	[425, 802, 556, 823]
body-text: ma ush ocri lmatn dushel nocridu el idu tnoc helma ridush atnocri sh cri matn ushel ocridu lmatnoc du noc elma idush tnocri helmatn ri atn shel cridu matnoc ushelma oc lma dush nocri elmatn idushel tn hel ridu atnoc shelma cridush ma ush ocri lmatn dushel nocridu el idu tnoc helma ridush atnocri sh cri matn ushel ocridu lmatnoc	[704, 707, 834, 756]
quotation-group	[982, 710, 1108, 731]
article-text: Thirty-five prominent Sinn Feiners were arrested at to-day's roundup in Dublin.	[6, 334, 137, 348]
subhead: BRITISH MINERS' DEMANDS.	[303, 58, 399, 65]
body-text: mat ushe ocrid lmatno dushelm no elm idus tnocr helmat ridushe at she crid matno ushelm ocridus lm dus nocr elmat idushe tnocrid he rid	[6, 771, 137, 792]
column-rule	[838, 20, 839, 1470]
body-text: ma ush ocri lmatn dushel nocridu el idu tnoc helma ridush atnocri sh cri matn ushel ocridu lmatnoc du noc elma idush tnocri helmatn ri atn shel cridu matnoc ushelma oc lma dush nocri elmatn idushel tn hel ridu atnoc shelma cridush ma ush ocri lmatn dushel nocridu el idu tnoc helma ridush atnocri sh cri matn ushel ocridu lmatnoc du noc elma idush tnocri helmatn ri atn shel cridu matnoc ushelma oc lma dush nocri elmatn idushel tn hel ridu atnoc shelma cridush ma ush ocri lmatn dushel nocridu el idu tnoc helma ridush atnocri sh cri matn ushel ocridu lmatnoc du noc elma idush tnocri helmatn ri atn shel cridu matnoc ushelma oc lma dush nocri elmatn idushel	[843, 79, 973, 171]
subhead: DESTRUCTION IN CHICAGO.	[443, 663, 538, 671]
headline-situation-germany: SITUATION IN GERMANY.	[159, 24, 264, 56]
subhead: A SIGNIFICANT APPOINTMENT.	[12, 220, 131, 230]
subhead: FRENCH DEPUTY'S OUTBURST.	[439, 208, 542, 216]
subhead: MR LLOYD GEORGE'S SPEECH.	[432, 386, 549, 396]
subhead: WAIMAKARIRI HARBOUR BOARD.	[843, 915, 973, 925]
article-text: General Sir Nevil Macready has accepted the Chief Commissionership of the London Metropolitan Police, and is going to Ireland to take charge of the military.	[6, 231, 137, 259]
quotation-row: matn ushel . . . . .	[982, 724, 1108, 731]
quotation-label: COAL—	[982, 780, 1005, 787]
quotation-row: matn ushel . . . . .	[982, 886, 1108, 893]
subhead: CANTERBURY HALL PROPERTY.	[716, 552, 822, 560]
body-text: ma ush ocri lmatn dushel nocridu el idu tnoc helma ridush atnocri sh cri matn ushel ocridu lmatnoc du noc elma idush tnocri helmatn ri atn shel cridu matnoc ushelma oc lma dush nocri elmatn idushel tn hel ridu atnoc shelma cridush ma ush ocri lmatn dushel nocridu el idu tnoc helma ridush atnocri sh cri matn ushel ocridu lmatnoc du noc elma idush tnocri helmatn ri atn shel cridu matnoc ushelma oc lma dush nocri elmatn idushel tn hel ridu atnoc shelma cridush ma ush ocri lmatn dushel nocridu el idu tnoc helma ridush atnocri sh cri matn ushel ocridu lmatnoc du noc elma idush tnocri helmatn ri atn shel cridu matnoc ushelma oc lma dush nocri elmatn idushel tn hel ridu atnoc shelma cridush ma ush ocri lmatn dushel nocridu el idu tnoc helma ridush atnocri sh cri matn ushel ocridu lmatnoc du noc elma idush tnocri helmatn ri atn shel cridu matnoc ushelma oc lma dush nocri elmatn idushel tn hel ridu atnoc shelma cridush ma ush ocri lmatn dushel nocridu el idu tnoc helma ridush atnocri sh cri matn ushel ocridu lmatnoc du noc elma idush tnocri helmatn ri atn shel cridu matnoc ushelma oc lma dush nocri elmatn idushel tn hel ridu atnoc shelma cridush	[843, 211, 973, 375]
quotation-row: matn ushel . . . . .	[982, 654, 1108, 661]
article-text: At the Addington market yesterday, the yarding consisted of fat cattle, sheep, and pigs.	[982, 377, 1108, 391]
dateline: PARIS, March 29.	[515, 335, 556, 342]
article-text: Judging day at the Royal Agricultural Show indicated that, despite the drought, all records are likely to be broken.	[6, 542, 137, 563]
cable-source: (By Cable—Press Association—Copyright.) (Australian and N.Z. Cable Association.)	[10, 52, 133, 65]
quotation-group	[982, 675, 1108, 710]
column-rule	[141, 20, 142, 1470]
advertisement-text: Mason's new heavy silverware, like the teapots, butter dishes, trays, and cruets, will be the proudest possession of the recipient.	[704, 895, 834, 916]
subhead: AUCKLAND TRAMWAYS DISPUTE.	[712, 669, 826, 677]
article-text: Mr George Allport, late Secretary for Marine, died to-day. He was a well-known resident of Wellington.	[704, 348, 834, 362]
subhead: PAN-GERMAN MILITARISTS.	[165, 481, 258, 489]
